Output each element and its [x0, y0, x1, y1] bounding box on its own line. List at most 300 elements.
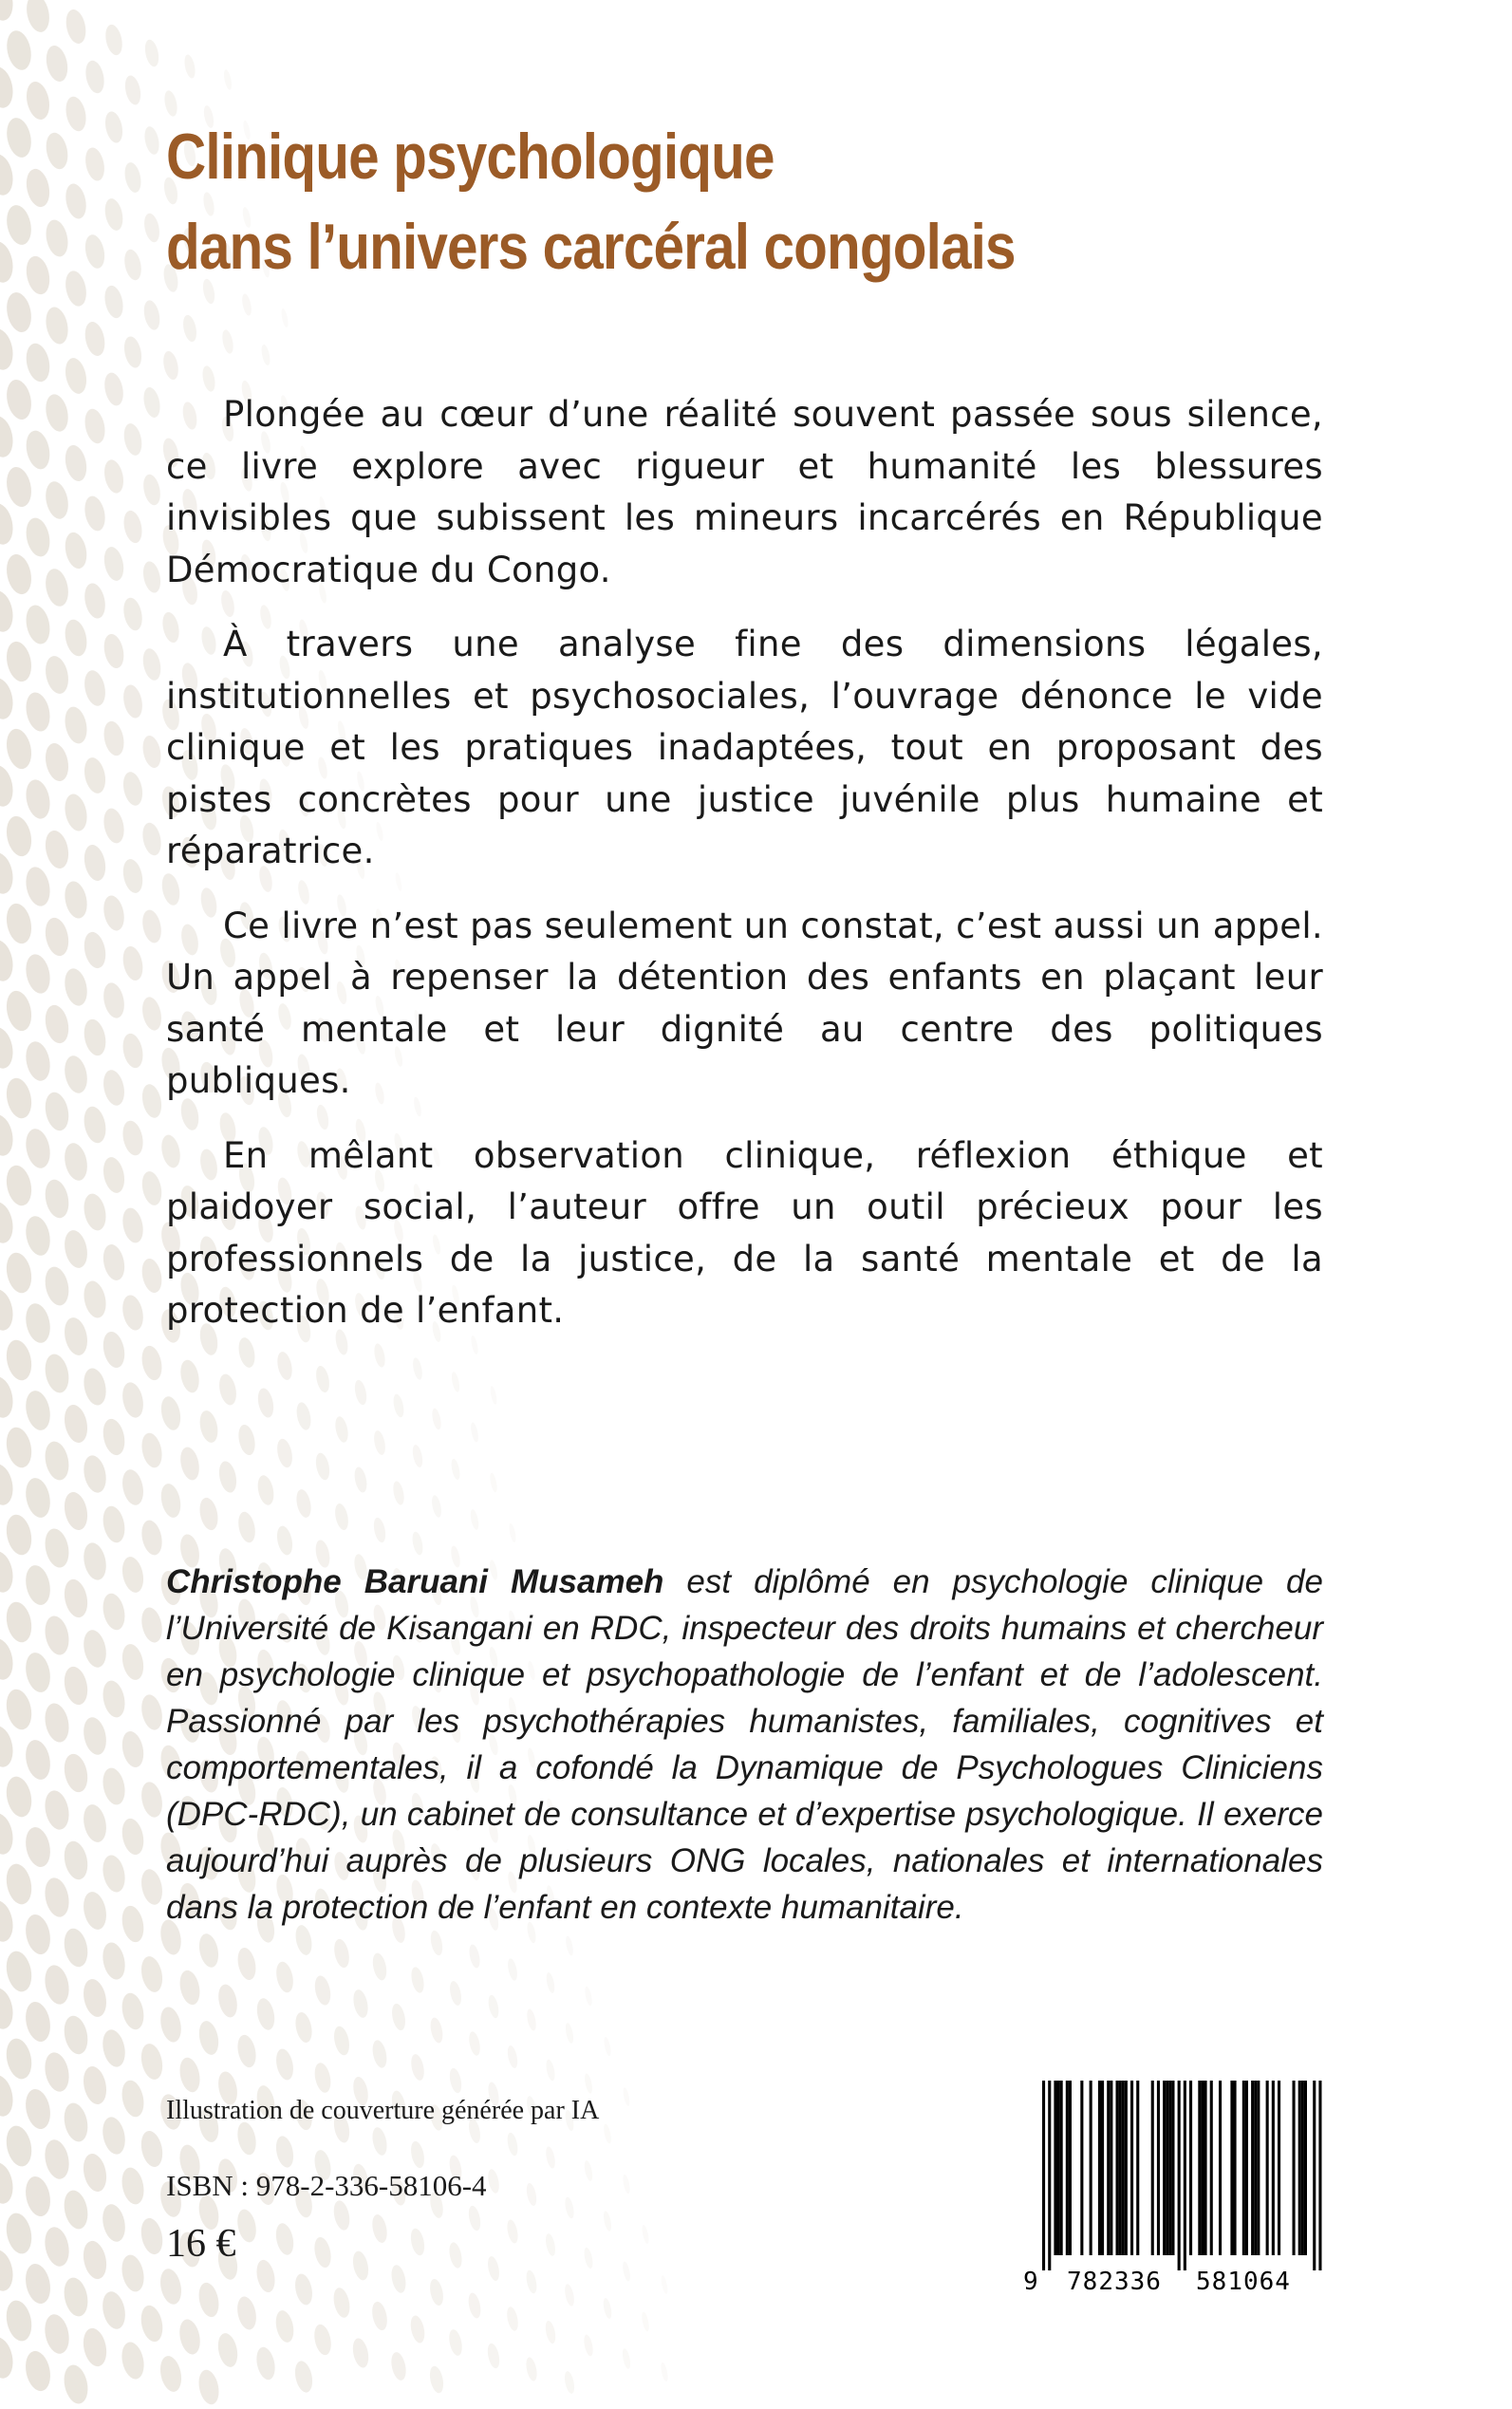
- pattern-dot: [22, 1825, 53, 1870]
- barcode-bar: [1313, 2081, 1316, 2270]
- barcode-bar: [1110, 2081, 1112, 2255]
- pattern-dot: [161, 350, 181, 382]
- pattern-dot: [61, 2188, 91, 2231]
- pattern-dot: [42, 1352, 72, 1394]
- pattern-dot: [121, 596, 144, 632]
- pattern-dot: [139, 1519, 165, 1558]
- pattern-dot: [370, 2126, 389, 2157]
- pattern-dot: [273, 2222, 296, 2257]
- pattern-dot: [486, 2343, 502, 2370]
- pattern-dot: [544, 2232, 557, 2256]
- pattern-dot: [544, 2146, 556, 2170]
- pattern-dot: [22, 2000, 53, 2045]
- barcode-bar: [1298, 2081, 1301, 2255]
- barcode-bar: [1166, 2081, 1168, 2255]
- pattern-dot: [81, 1279, 109, 1319]
- pattern-dot: [273, 2135, 296, 2169]
- pattern-dot: [120, 1467, 146, 1507]
- pattern-dot: [469, 1508, 480, 1530]
- pattern-dot: [42, 1876, 72, 1919]
- pattern-dot: [81, 1191, 109, 1232]
- pattern-dot: [61, 1490, 90, 1533]
- pattern-dot: [80, 2239, 109, 2282]
- pattern-dot: [0, 1287, 16, 1333]
- pattern-dot: [389, 2351, 408, 2382]
- pattern-dot: [61, 2275, 91, 2318]
- pattern-dot: [450, 1458, 461, 1481]
- pattern-dot: [294, 1488, 313, 1519]
- pattern-dot: [139, 1692, 165, 1731]
- pattern-dot: [0, 1200, 16, 1245]
- pattern-dot: [100, 1678, 128, 1719]
- pattern-dot: [23, 603, 53, 646]
- pattern-dot: [428, 2278, 445, 2307]
- barcode-bar: [1122, 2081, 1125, 2255]
- pattern-dot: [42, 829, 71, 871]
- pattern-dot: [142, 212, 162, 243]
- pattern-dot: [3, 2211, 35, 2256]
- barcode-bar: [1136, 2081, 1139, 2255]
- barcode-bar: [1171, 2081, 1174, 2255]
- pattern-dot: [43, 218, 71, 259]
- pattern-dot: [3, 988, 35, 1033]
- pattern-dot: [159, 1482, 184, 1520]
- pattern-dot: [564, 2023, 574, 2045]
- barcode-bar: [1245, 2081, 1248, 2255]
- pattern-dot: [100, 2289, 129, 2331]
- pattern-dot: [23, 341, 53, 383]
- pattern-dot: [3, 1512, 35, 1557]
- pattern-dot: [101, 1155, 128, 1195]
- pattern-dot: [428, 2364, 446, 2394]
- pattern-dot: [372, 1429, 387, 1456]
- barcode-bar: [1060, 2081, 1063, 2255]
- pattern-dot: [177, 1969, 202, 2007]
- title-line-1: Clinique psychologique: [166, 121, 775, 193]
- pattern-dot: [0, 2073, 16, 2119]
- barcode-bar: [1278, 2081, 1280, 2255]
- barcode-bar: [1266, 2081, 1269, 2255]
- pattern-dot: [142, 125, 161, 156]
- pattern-dot: [102, 458, 126, 495]
- pattern-dot: [240, 293, 252, 317]
- pattern-dot: [122, 161, 143, 195]
- pattern-dot: [602, 2211, 612, 2232]
- pattern-dot: [197, 1496, 221, 1532]
- pattern-dot: [486, 2168, 501, 2194]
- pattern-dot: [139, 1867, 165, 1907]
- pattern-dot: [280, 308, 289, 327]
- pattern-dot: [101, 1242, 128, 1282]
- pattern-dot: [23, 1651, 54, 1695]
- pattern-dot: [121, 770, 145, 807]
- pattern-dot: [292, 2360, 315, 2395]
- barcode-bar: [1107, 2081, 1110, 2255]
- barcode-bar: [1184, 2081, 1186, 2270]
- pattern-dot: [182, 54, 196, 80]
- pattern-dot: [63, 95, 88, 133]
- barcode-right-digits: 581064: [1196, 2268, 1291, 2296]
- pattern-dot: [81, 1628, 109, 1670]
- pattern-dot: [139, 2042, 166, 2082]
- pattern-dot: [23, 777, 53, 821]
- barcode-bar: [1201, 2081, 1204, 2255]
- pattern-dot: [370, 2213, 389, 2245]
- pattern-dot: [101, 719, 126, 757]
- pattern-dot: [3, 1075, 35, 1120]
- pattern-dot: [255, 1474, 276, 1506]
- pattern-dot: [333, 1415, 350, 1444]
- pattern-dot: [82, 495, 108, 533]
- pattern-dot: [121, 335, 144, 369]
- barcode-first-digit: 9: [1023, 2268, 1038, 2296]
- pattern-dot: [43, 479, 71, 521]
- pattern-dot: [3, 378, 34, 422]
- barcode-bar: [1293, 2081, 1296, 2255]
- pattern-dot: [215, 1983, 240, 2019]
- pattern-dot: [120, 1555, 147, 1595]
- summary-paragraph: Plongée au cœur d’une réalité souvent passée sous silence, ce livre explore avec rigueur et humanité les blessures invisibles que subissent les mineurs incarcérés en République Démocratique du Congo.: [166, 394, 1323, 590]
- pattern-dot: [294, 1401, 313, 1431]
- pattern-dot: [331, 2199, 352, 2232]
- pattern-dot: [120, 1293, 146, 1332]
- pattern-dot: [466, 2291, 482, 2319]
- pattern-dot: [565, 1935, 575, 1956]
- pattern-dot: [62, 966, 90, 1008]
- pattern-dot: [141, 385, 162, 419]
- pattern-dot: [372, 1517, 388, 1544]
- pattern-dot: [121, 421, 144, 457]
- pattern-dot: [235, 1946, 259, 1982]
- pattern-dot: [506, 2132, 520, 2157]
- pattern-dot: [506, 1957, 518, 1981]
- pattern-dot: [181, 314, 199, 344]
- pattern-dot: [43, 392, 71, 434]
- pattern-dot: [61, 1752, 90, 1795]
- pattern-dot: [3, 2123, 35, 2169]
- pattern-dot: [43, 131, 70, 172]
- pattern-dot: [450, 1372, 460, 1393]
- pattern-dot: [119, 1991, 146, 2032]
- pattern-dot: [121, 509, 145, 545]
- barcode-bar: [1080, 2081, 1083, 2255]
- pattern-dot: [3, 1250, 35, 1295]
- pattern-dot: [22, 1913, 53, 1957]
- pattern-dot: [42, 2225, 73, 2269]
- pattern-dot: [312, 2323, 334, 2357]
- pattern-dot: [370, 2300, 390, 2331]
- title-line-2: dans l’univers carcéral congolais: [166, 211, 1016, 283]
- pattern-dot: [140, 1082, 164, 1119]
- pattern-dot: [81, 1018, 108, 1058]
- pattern-dot: [603, 2036, 612, 2056]
- pattern-dot: [505, 2219, 519, 2245]
- pattern-dot: [22, 2262, 53, 2306]
- pattern-dot: [545, 1971, 556, 1993]
- barcode-bar: [1130, 2081, 1133, 2255]
- pattern-dot: [121, 857, 145, 895]
- pattern-dot: [235, 1510, 257, 1544]
- pattern-dot: [42, 916, 71, 959]
- pattern-dot: [63, 356, 90, 396]
- pattern-dot: [506, 2045, 519, 2069]
- pattern-dot: [222, 69, 233, 91]
- pattern-dot: [139, 1431, 164, 1469]
- pattern-dot: [101, 894, 127, 933]
- pattern-dot: [177, 1358, 201, 1394]
- pattern-dot: [0, 2248, 16, 2293]
- pattern-dot: [508, 1522, 517, 1542]
- pattern-dot: [583, 2247, 594, 2269]
- pattern-dot: [81, 1453, 109, 1495]
- pattern-dot: [408, 2314, 426, 2344]
- pattern-dot: [3, 726, 34, 771]
- isbn: ISBN : 978-2-336-58106-4: [166, 2169, 487, 2202]
- pattern-dot: [140, 560, 163, 594]
- pattern-dot: [23, 428, 53, 471]
- pattern-dot: [139, 1780, 165, 1819]
- pattern-dot: [120, 1380, 146, 1419]
- pattern-dot: [254, 1997, 277, 2032]
- pattern-dot: [602, 2297, 613, 2319]
- pattern-dot: [83, 59, 106, 95]
- pattern-dot: [583, 2334, 595, 2357]
- pattern-dot: [524, 2356, 538, 2381]
- pattern-dot: [177, 2318, 203, 2357]
- pattern-dot: [0, 676, 16, 721]
- pattern-dot: [331, 2025, 351, 2057]
- pattern-dot: [370, 2039, 389, 2069]
- pattern-dot: [23, 1476, 54, 1521]
- pattern-dot: [23, 254, 52, 297]
- pattern-dot: [61, 1665, 90, 1708]
- barcode-bar: [1125, 2081, 1128, 2255]
- pattern-dot: [234, 2208, 258, 2244]
- pattern-dot: [100, 1853, 128, 1894]
- pattern-dot: [0, 938, 16, 983]
- pattern-dot: [81, 2064, 110, 2106]
- pattern-dot: [61, 2013, 91, 2056]
- pattern-dot: [23, 1301, 54, 1345]
- pattern-dot: [660, 2275, 668, 2295]
- pattern-dot: [103, 110, 125, 144]
- pattern-dot: [0, 1898, 16, 1944]
- pattern-dot: [101, 1330, 128, 1370]
- pattern-dot: [3, 2298, 35, 2344]
- pattern-dot: [102, 371, 126, 407]
- pattern-dot: [220, 328, 234, 354]
- pattern-dot: [82, 407, 107, 445]
- pattern-dot: [102, 545, 126, 582]
- pattern-dot: [621, 2348, 631, 2370]
- pattern-dot: [61, 2362, 91, 2406]
- pattern-dot: [83, 146, 107, 183]
- pattern-dot: [119, 1904, 146, 1945]
- author-bio-text: est diplômé en psychologie clinique de l’Université de Kisangani en RDC, inspecteur des droits humains et chercheur en psychologie clinique et psychopathologie de l’enfant et de l’adolescent. Passionné par les psychothérapies humanistes, familiales, cognitives et comportementales, il a cofondé la Dynamique de Psychologues Cliniciens (DPC-RDC), un cabinet de consultance et d’expertise psychologique. Il exerce aujourd’hui auprès de plusieurs ONG locales, nationales et internationales dans la protection de l’enfant en contexte humanitaire.: [166, 1563, 1323, 1926]
- pattern-dot: [350, 2250, 370, 2282]
- barcode-bar: [1230, 2081, 1233, 2255]
- pattern-dot: [100, 1765, 128, 1806]
- pattern-dot: [140, 1169, 165, 1207]
- barcode-bar: [1251, 2081, 1254, 2255]
- pattern-dot: [158, 2354, 185, 2394]
- pattern-dot: [487, 1994, 500, 2019]
- pattern-dot: [544, 2320, 557, 2344]
- pattern-dot: [100, 1504, 127, 1545]
- pattern-dot: [81, 1541, 109, 1582]
- pattern-dot: [121, 683, 145, 720]
- pattern-dot: [42, 1003, 71, 1046]
- barcode-bar: [1178, 2081, 1181, 2270]
- barcode-bar: [1101, 2081, 1104, 2255]
- pattern-dot: [428, 2016, 444, 2044]
- pattern-dot: [42, 1439, 72, 1483]
- barcode-bar: [1119, 2081, 1122, 2255]
- pattern-dot: [42, 2050, 72, 2094]
- pattern-dot: [603, 2123, 613, 2144]
- pattern-dot: [63, 443, 90, 483]
- pattern-dot: [23, 1563, 54, 1608]
- pattern-dot: [23, 515, 53, 558]
- price: 16 €: [166, 2222, 236, 2266]
- pattern-dot: [0, 1025, 16, 1071]
- pattern-dot: [120, 1729, 147, 1769]
- pattern-dot: [0, 588, 16, 634]
- pattern-dot: [177, 1446, 202, 1482]
- pattern-dot: [564, 2196, 576, 2219]
- barcode-bar: [1304, 2081, 1307, 2255]
- pattern-dot: [0, 1724, 16, 1769]
- pattern-dot: [390, 2003, 408, 2032]
- pattern-dot: [100, 2027, 128, 2069]
- pattern-dot: [196, 2281, 221, 2319]
- pattern-dot: [489, 1472, 498, 1493]
- pattern-dot: [80, 2152, 109, 2194]
- pattern-dot: [103, 23, 125, 57]
- pattern-dot: [42, 1614, 72, 1657]
- pattern-dot: [62, 1316, 91, 1357]
- pattern-dot: [159, 1394, 183, 1431]
- pattern-dot: [121, 944, 146, 982]
- pattern-dot: [62, 792, 90, 832]
- pattern-dot: [61, 1839, 90, 1881]
- pattern-dot: [63, 182, 89, 221]
- pattern-dot: [196, 2019, 221, 2056]
- pattern-dot: [235, 2033, 259, 2069]
- pattern-dot: [140, 821, 163, 857]
- pattern-dot: [234, 2295, 259, 2332]
- pattern-dot: [100, 2115, 128, 2157]
- pattern-dot: [42, 2138, 72, 2181]
- pattern-dot: [42, 1090, 72, 1132]
- pattern-dot: [411, 1444, 424, 1468]
- pattern-dot: [275, 1437, 295, 1468]
- pattern-dot: [23, 1127, 54, 1170]
- pattern-dot: [314, 1451, 332, 1481]
- pattern-dot: [3, 465, 34, 510]
- pattern-dot: [255, 1387, 275, 1419]
- pattern-dot: [3, 1949, 35, 1994]
- pattern-dot: [82, 581, 108, 620]
- barcode-bar: [1057, 2081, 1060, 2255]
- barcode-bar: [1163, 2081, 1166, 2255]
- pattern-dot: [24, 80, 53, 121]
- pattern-dot: [622, 2174, 631, 2194]
- pattern-dot: [411, 1357, 423, 1381]
- pattern-dot: [62, 1054, 90, 1095]
- pattern-dot: [389, 2264, 408, 2294]
- pattern-dot: [0, 0, 16, 23]
- pattern-dot: [370, 1951, 388, 1981]
- pattern-dot: [273, 2047, 295, 2082]
- pattern-dot: [292, 2272, 314, 2306]
- pattern-dot: [3, 1163, 35, 1207]
- pattern-dot: [350, 2337, 371, 2369]
- pattern-dot: [622, 2261, 632, 2282]
- pattern-dot: [525, 2182, 538, 2207]
- pattern-dot: [0, 65, 16, 110]
- pattern-dot: [22, 2087, 53, 2132]
- pattern-dot: [353, 1379, 368, 1406]
- author-name: Christophe Baruani Musameh: [166, 1563, 664, 1600]
- pattern-dot: [23, 1039, 53, 1083]
- pattern-dot: [81, 1977, 110, 2019]
- pattern-dot: [314, 1365, 331, 1394]
- pattern-dot: [119, 2340, 147, 2381]
- pattern-dot: [3, 1337, 35, 1382]
- pattern-dot: [447, 2328, 464, 2357]
- pattern-dot: [140, 734, 164, 770]
- pattern-dot: [23, 690, 53, 734]
- pattern-dot: [260, 344, 271, 366]
- barcode-bar: [1054, 2081, 1056, 2255]
- pattern-dot: [138, 2216, 165, 2256]
- pattern-dot: [120, 1119, 145, 1158]
- pattern-dot: [143, 38, 161, 67]
- summary: [166, 389, 1323, 1360]
- pattern-dot: [83, 233, 107, 270]
- pattern-dot: [139, 1954, 166, 1994]
- pattern-dot: [81, 1890, 110, 1932]
- pattern-dot: [0, 1112, 16, 1158]
- pattern-dot: [467, 2030, 482, 2056]
- pattern-dot: [215, 2331, 240, 2368]
- pattern-dot: [0, 1549, 16, 1595]
- barcode-bar: [1254, 2081, 1257, 2255]
- pattern-dot: [430, 1494, 442, 1518]
- pattern-dot: [431, 1408, 443, 1430]
- pattern-dot: [140, 646, 163, 682]
- pattern-dot: [141, 299, 162, 331]
- pattern-dot: [3, 1599, 35, 1645]
- pattern-dot: [23, 1214, 54, 1258]
- pattern-dot: [0, 501, 16, 547]
- barcode-bar: [1098, 2081, 1101, 2255]
- pattern-dot: [140, 473, 162, 507]
- pattern-dot: [3, 813, 34, 858]
- barcode-bar: [1116, 2081, 1119, 2255]
- pattern-dot: [312, 1974, 333, 2007]
- pattern-dot: [100, 2202, 128, 2244]
- pattern-dot: [42, 1701, 72, 1745]
- summary-paragraph: En mêlant observation clinique, réflexion éthique et plaidoyer social, l’auteur offre un outil précieux pour les professionnels de la justice, de la santé mentale et de la protection de l’enfant.: [166, 1134, 1323, 1331]
- pattern-dot: [23, 1738, 54, 1783]
- pattern-dot: [216, 1460, 239, 1494]
- pattern-dot: [274, 1524, 294, 1557]
- pattern-dot: [584, 1986, 593, 2007]
- summary-paragraph: Ce livre n’est pas seulement un constat, c’est aussi un appel. Un appel à repenser la détention des enfants en plaçant leur santé mentale et leur dignité au centre des politiques publiques.: [166, 905, 1323, 1101]
- pattern-dot: [103, 196, 125, 232]
